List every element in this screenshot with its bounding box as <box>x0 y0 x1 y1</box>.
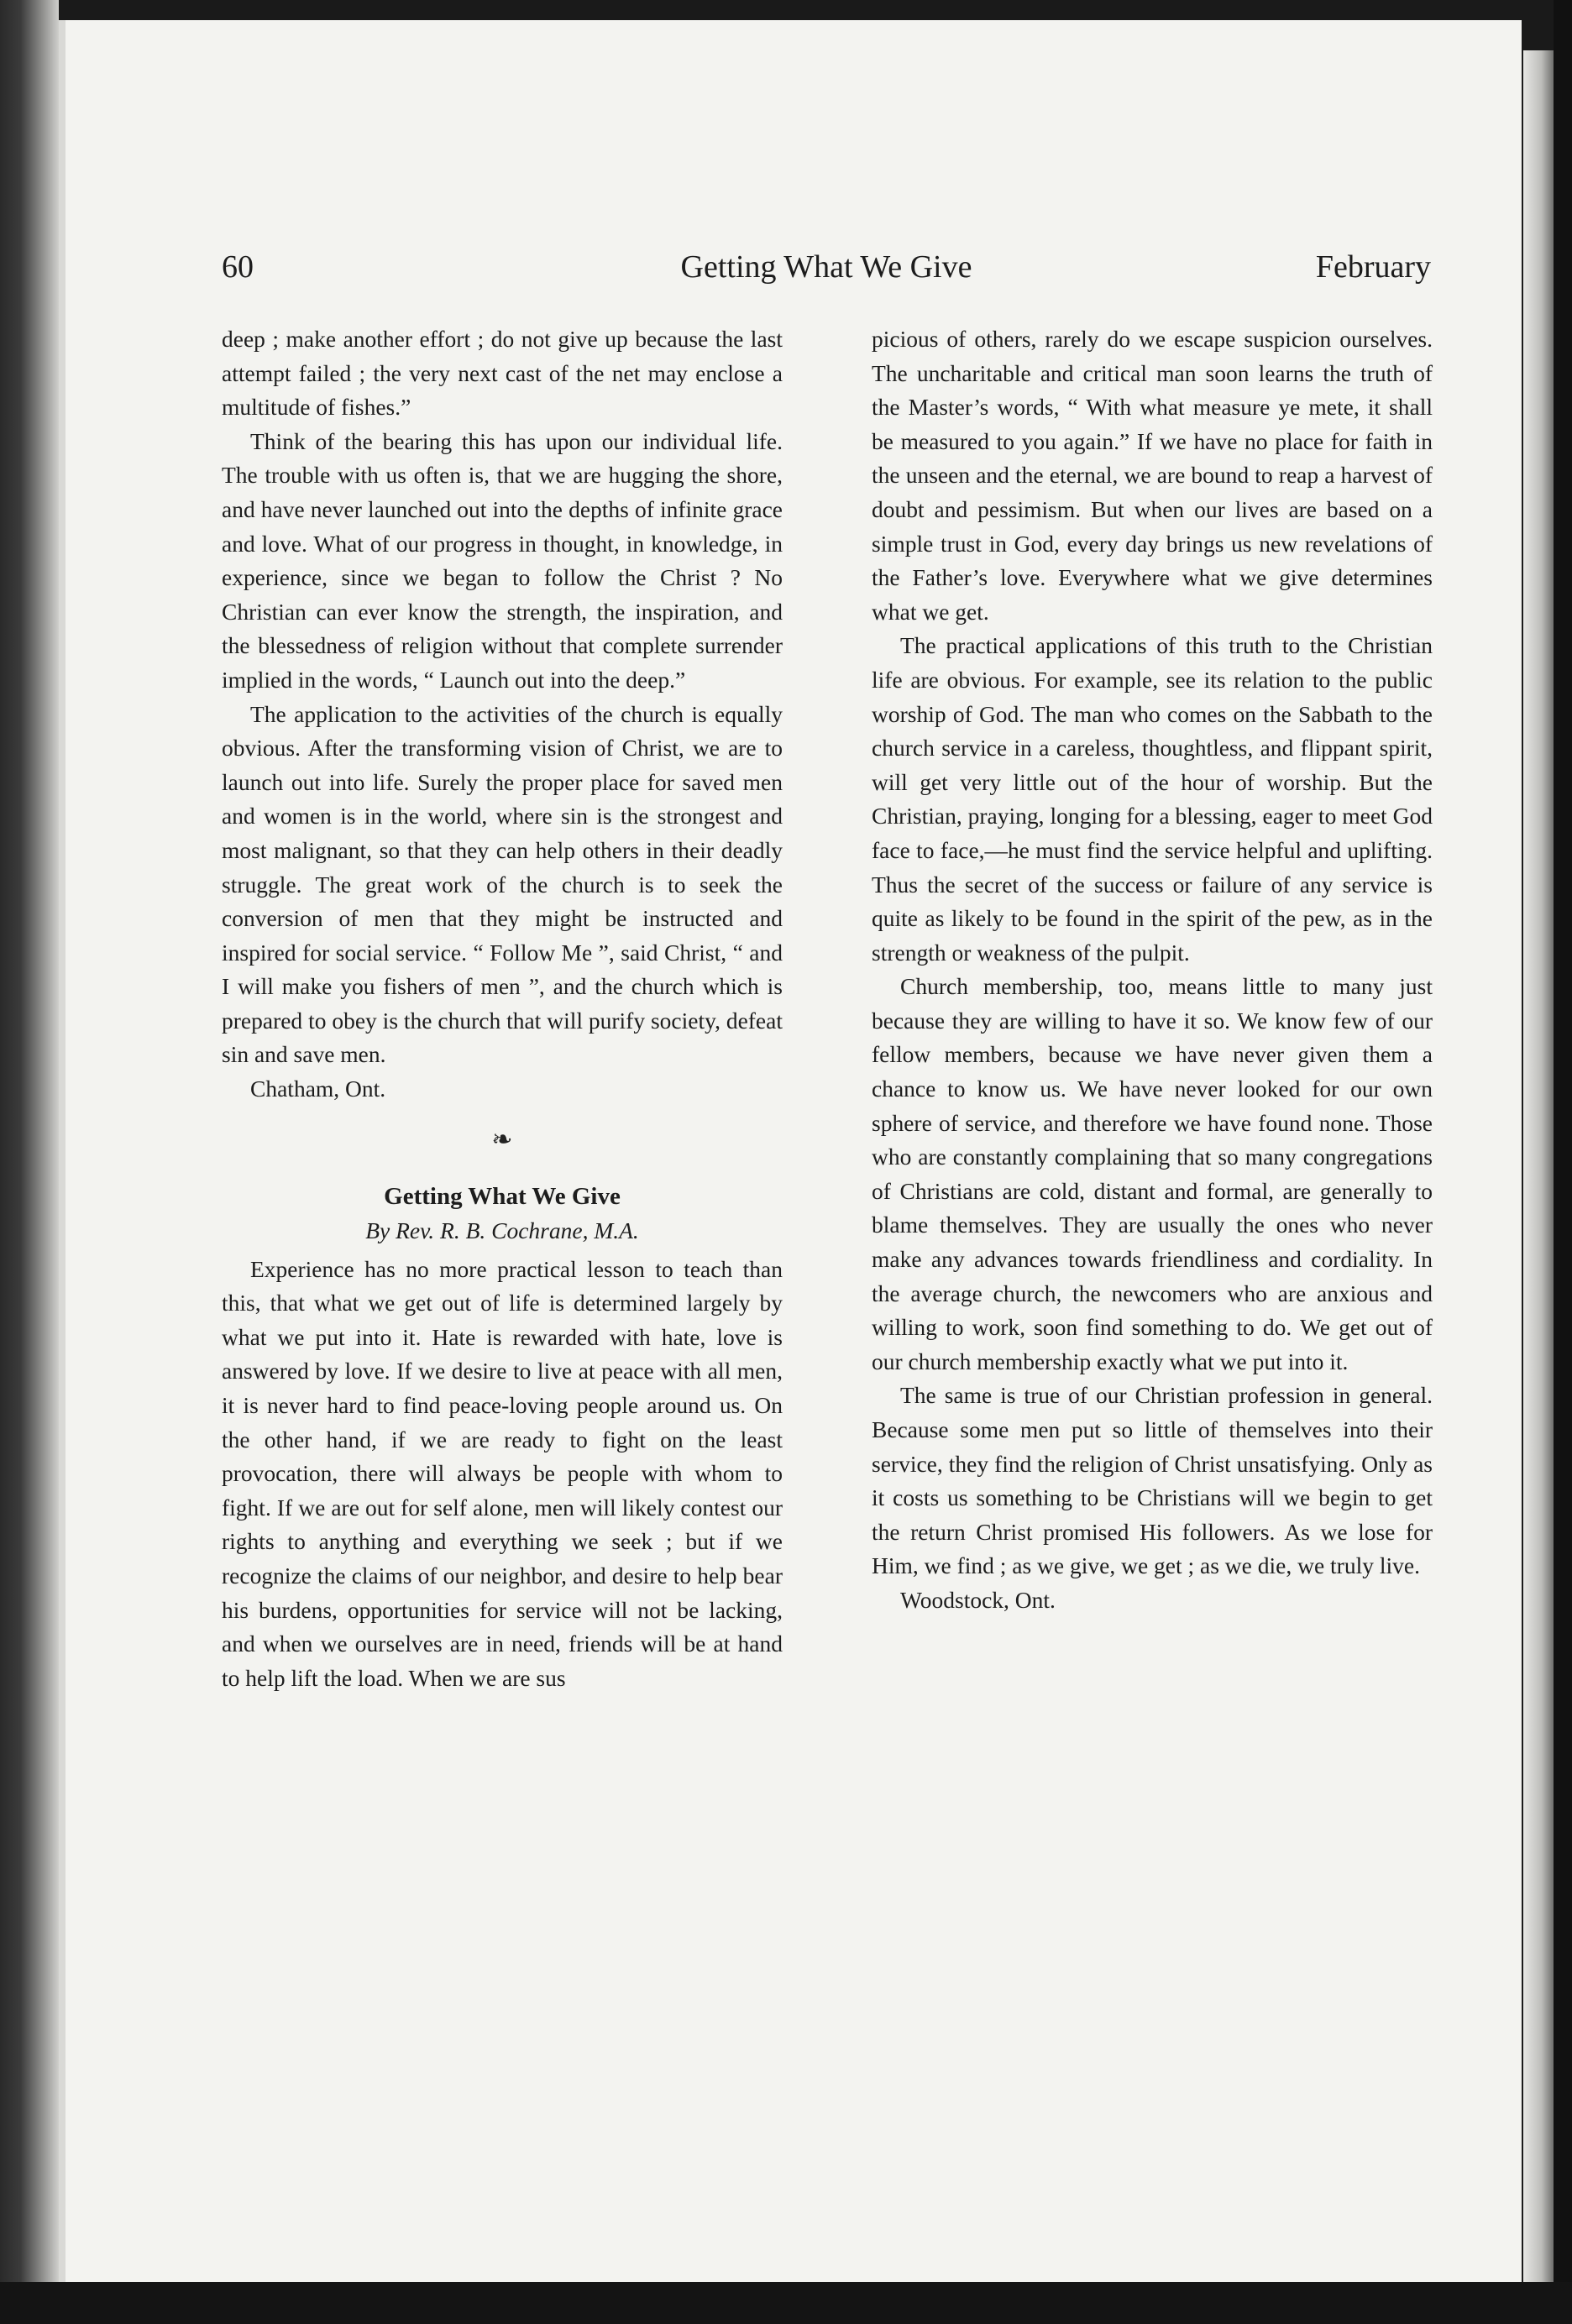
fleuron-ornament-icon: ❧ <box>491 1125 513 1154</box>
right-column <box>872 322 1433 1618</box>
running-header <box>222 249 1431 296</box>
signature-location: Woodstock, Ont. <box>900 1586 1056 1613</box>
paragraph: The practical applications of this truth to the Christian life are obvious. For example, see its relation to the public worship of God. The man who comes on the Sabbath to the church service in a careless, thoughtless, and flippant spirit, will get very little out of the hour of worship. But the Christian, praying, longing for a blessing, eager to meet God face to face,—he must find the service helpful and uplifting. Thus the secret of the success or failure of any service is quite as likely to be found in the spirit of the pew, as in the strength or weakness of the pulpit. <box>872 632 1433 966</box>
paragraph: Experience has no more practical lesson to teach than this, that what we get out of life is determined largely by what we put into it. Hate is rewarded with hate, love is answered by love. If we desire to live at peace with all men, it is never hard to find peace-loving people around us. On the other hand, if we are ready to fight on the least provocation, there will always be people with whom to fight. If we are out for self alone, men will likely contest our rights to anything and everything we seek ; but if we recognize the claims of our neighbor, and desire to help bear his burdens, opportunities for service will not be lacking, and when we ourselves are in need, friends will be at hand to help lift the load. When we are sus <box>222 1255 783 1691</box>
running-title: Getting What We Give <box>680 249 972 285</box>
issue-month: February <box>1315 249 1431 285</box>
article-byline: By Rev. R. B. Cochrane, M.A. <box>365 1217 639 1243</box>
left-column <box>222 322 783 1695</box>
page-edge-shadow <box>1523 50 1554 2284</box>
paragraph: The same is true of our Christian profession in general. Because some men put so little of themselves into their service, they find the religion of Christ unsatisfying. Only as it costs us something to be Christians will we begin to get the return Christ promised His followers. As we lose for Him, we find ; as we give, we get ; as we die, we truly live. <box>872 1382 1433 1579</box>
scan-edge-right <box>1554 0 1572 2324</box>
paragraph: Church membership, too, means little to many just because they are willing to have it so. We know few of our fellow members, because we have never given them a chance to know us. We have never looked for our own sphere of service, and therefore we have found none. Those who are constantly complaining that so many congregations of Christians are cold, distant and formal, are generally to blame themselves. They are usually the ones who never make any advances towards friendliness and cordiality. In the average church, the newcomers who are anxious and willing to work, soon find something to do. We get out of our church membership exactly what we put into it. <box>872 973 1433 1374</box>
paragraph: picious of others, rarely do we escape suspicion ourselves. The uncharitable and critical man soon learns the truth of the Master’s words, “ With what measure ye mete, it shall be measured to you again.” If we have no place for faith in the unseen and the eternal, we are bound to reap a harvest of doubt and pessimism. But when our lives are based on a simple trust in God, every day brings us new revelations of the Father’s love. Everywhere what we give determines what we get. <box>872 326 1433 625</box>
signature-location: Chatham, Ont. <box>250 1076 386 1102</box>
paragraph: The application to the activities of the church is equally obvious. After the transforming vision of Christ, we are to launch out into life. Surely the proper place for saved men and women is in the world, where sin is the strongest and most malignant, so that they can help others in their deadly struggle. The great work of the church is to seek the conversion of men that they might be instructed and inspired for social service. “ Follow Me ”, said Christ, “ and I will make you fishers of men ”, and the church which is prepared to obey is the church that will purify society, defeat sin and save men. <box>222 700 783 1068</box>
paragraph: deep ; make another effort ; do not give up because the last attempt failed ; the very next cast of the net may enclose a multitude of fishes.” <box>222 326 783 421</box>
scan-edge-left <box>0 0 59 2324</box>
paragraph: Think of the bearing this has upon our individual life. The trouble with us often is, that we are hugging the shore, and have never launched out into the depths of infinite grace and love. What of our progress in thought, in knowledge, in experience, since we began to follow the Christ ? No Christian can ever know the strength, the inspiration, and the blessedness of religion without that complete surrender implied in the words, “ Launch out into the deep.” <box>222 427 783 693</box>
scan-edge-bottom <box>0 2282 1572 2324</box>
page-number: 60 <box>222 249 254 285</box>
article-title: Getting What We Give <box>384 1182 621 1210</box>
